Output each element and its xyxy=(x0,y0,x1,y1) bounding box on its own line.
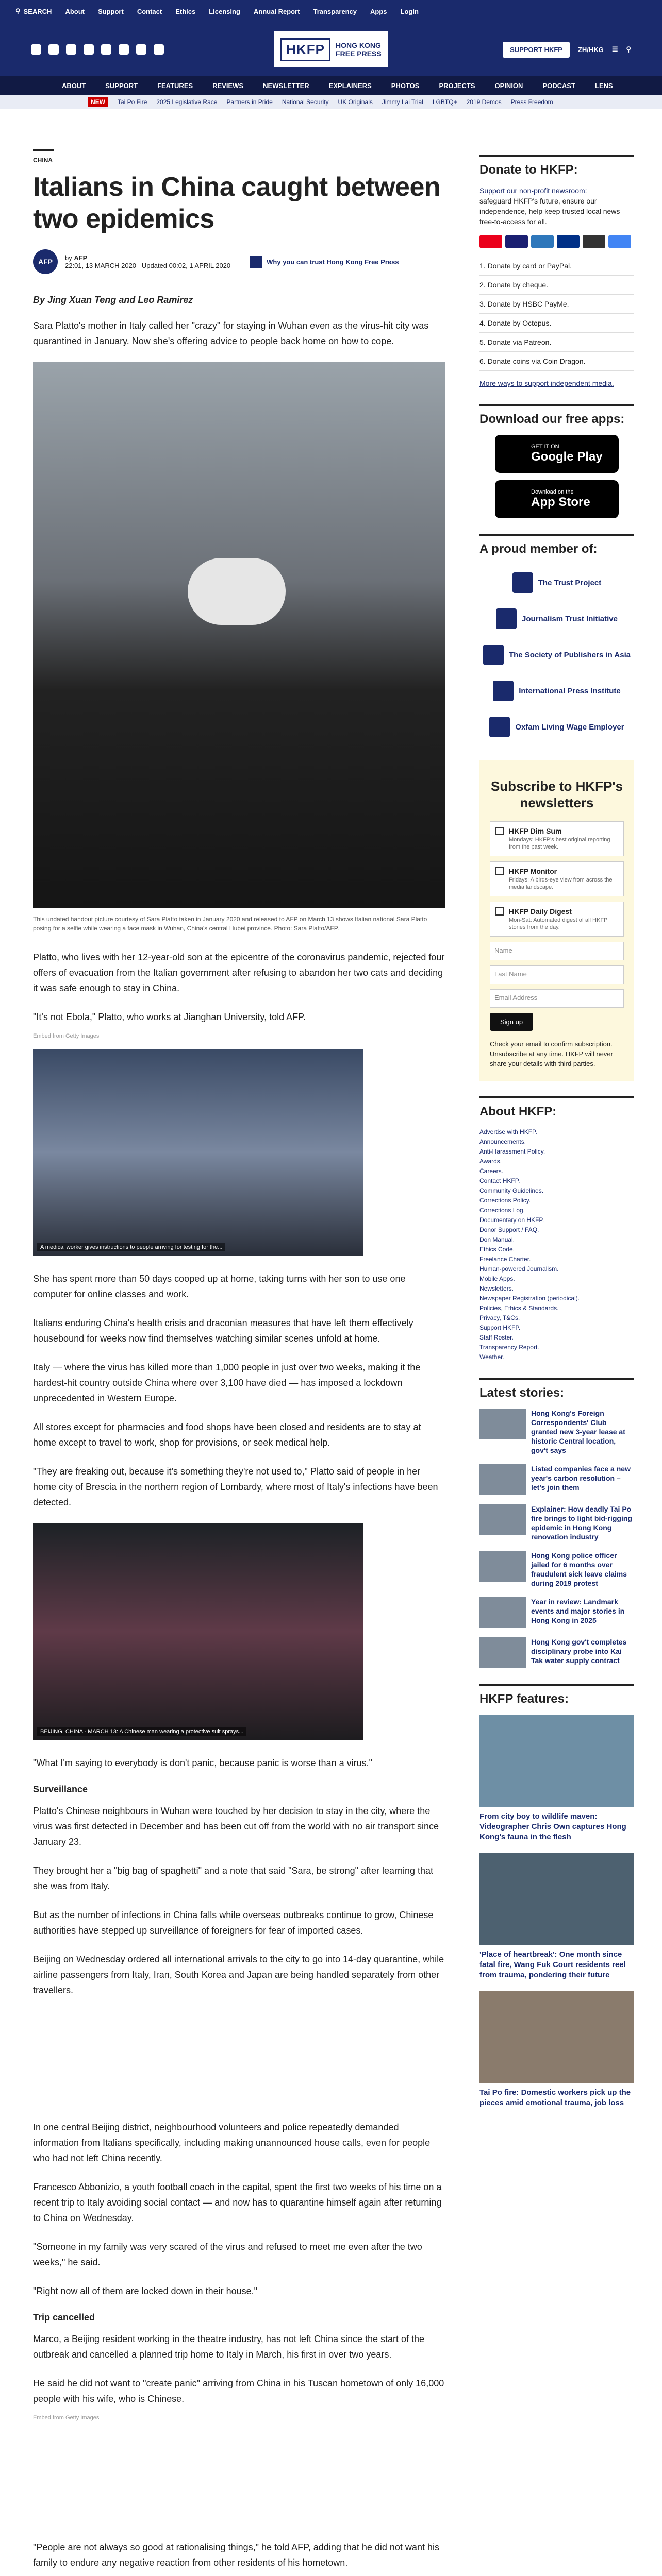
topbar-contact[interactable]: Contact xyxy=(137,7,162,15)
getty-image[interactable]: A medical worker gives instructions to people arriving for testing for the... xyxy=(33,1049,363,1256)
features-box xyxy=(479,1684,634,2108)
paragraph: Sara Platto's mother in Italy called her "crazy" for staying in Wuhan even as the virus-hit city was quarantined in January. Now she's offering advice to people back home on how to cope. xyxy=(33,320,429,346)
trust-icon xyxy=(250,256,262,268)
about-title: About HKFP: xyxy=(479,1105,557,1118)
article-authors: By Jing Xuan Teng and Leo Ramirez xyxy=(33,295,193,305)
trust-project-icon xyxy=(512,572,533,593)
story-thumbnail xyxy=(479,1637,526,1668)
newsletter-note: Check your email to confirm subscription. Unsubscribe at any time. HKFP will never share your details with third parties. xyxy=(490,1040,613,1067)
new-badge: NEW xyxy=(88,97,108,107)
main-nav xyxy=(0,76,662,95)
latest-story[interactable]: Hong Kong gov't completes disciplinary probe into Kai Tak water supply contract xyxy=(479,1637,634,1668)
newsletter-option[interactable]: HKFP Monitor Fridays: A birds-eye view from across the media landscape. xyxy=(490,861,624,896)
donate-option[interactable]: 4. Donate by Octopus. xyxy=(479,314,634,333)
feature-link[interactable]: From city boy to wildlife maven: Videographer Chris Own captures Hong Kong's fauna in the flesh xyxy=(479,1812,626,1841)
latest-story[interactable]: Listed companies face a new year's carbon resolution – let's join them xyxy=(479,1464,634,1495)
instagram-icon[interactable] xyxy=(66,44,76,55)
nav-support[interactable]: SUPPORT xyxy=(105,81,138,90)
feature-image[interactable] xyxy=(479,1715,634,1807)
about-link[interactable]: Freelance Charter. xyxy=(479,1256,531,1263)
paragraph: In one central Beijing district, neighbourhood volunteers and police repeatedly demanded information from Italians specifically, including making unannounced house calls, even for people who had not left China recently. xyxy=(33,2122,431,2163)
member-logo[interactable]: Journalism Trust Initiative xyxy=(479,601,634,637)
paragraph: Beijing on Wednesday ordered all international arrivals to the city to go into 14-day quarantine, while airline passengers from Italy, Iran, South Korea and Japan are being handled separately from other travellers. xyxy=(33,1954,444,1995)
topbar-login[interactable]: Login xyxy=(400,7,419,15)
paragraph: "Someone in my family was very scared of the virus and refused to meet me even after the two weeks," he said. xyxy=(33,2242,422,2267)
sidebar xyxy=(479,155,634,2124)
latest-title: Latest stories: xyxy=(479,1386,565,1400)
article-title: Italians in China caught between two epidemics xyxy=(33,172,441,234)
paragraph: "People are not always so good at rationalising things," he told AFP, adding that he did not want his family to endure any negative reaction from other residents of his hometown. xyxy=(33,2542,439,2568)
about-link[interactable]: Human-powered Journalism. xyxy=(479,1265,559,1273)
ad-space xyxy=(33,2011,445,2120)
paragraph: "They are freaking out, because it's something they're not used to," Platto said of people in her home city of Brescia in the northern region of Lombardy, where most of Italy's infections have been detected. xyxy=(33,1466,438,1507)
about-link[interactable]: Community Guidelines. xyxy=(479,1187,544,1194)
story-thumbnail xyxy=(479,1504,526,1535)
nav-lens[interactable]: LENS xyxy=(595,81,613,90)
youtube-icon[interactable] xyxy=(101,44,111,55)
paragraph: He said he did not want to "create panic" arriving from China in his Tuscan hometown of only 16,000 people with his wife, who is Chinese. xyxy=(33,2378,444,2404)
about-link[interactable]: Policies, Ethics & Standards. xyxy=(479,1304,559,1312)
trending-link[interactable]: National Security xyxy=(282,98,329,106)
sopa-icon xyxy=(483,645,504,665)
face-mask-shape xyxy=(188,558,286,625)
donate-option[interactable]: 5. Donate via Patreon. xyxy=(479,333,634,352)
about-link[interactable]: Don Manual. xyxy=(479,1236,515,1243)
about-link[interactable]: Ethics Code. xyxy=(479,1246,515,1253)
topbar-annual-report[interactable]: Annual Report xyxy=(253,7,300,15)
app-store-button[interactable]: Download on the App Store xyxy=(495,480,619,518)
mastercard-icon xyxy=(479,235,502,248)
paragraph: All stores except for pharmacies and food shops have been closed and residents are to stay at home except to travel to work, shop for provisions, or seek medical help. xyxy=(33,1422,421,1448)
about-link[interactable]: Newspaper Registration (periodical). xyxy=(479,1295,580,1302)
search-icon: ⚲ xyxy=(15,7,21,15)
member-logo[interactable]: The Society of Publishers in Asia xyxy=(479,637,634,673)
nav-photos[interactable]: PHOTOS xyxy=(391,81,420,90)
member-logo[interactable]: International Press Institute xyxy=(479,673,634,709)
latest-story[interactable]: Explainer: How deadly Tai Po fire brings to light bid-rigging epidemic in Hong Kong renovation industry xyxy=(479,1504,634,1541)
name-field[interactable]: Name xyxy=(490,942,624,960)
feature-link[interactable]: 'Place of heartbreak': One month since fatal fire, Wang Fuk Court residents reel from trauma, pondering their future xyxy=(479,1950,626,1979)
threads-icon[interactable] xyxy=(84,44,94,55)
trending-bar xyxy=(0,95,662,109)
paragraph: She has spent more than 50 days cooped up at home, taking turns with her son to use one computer for online classes and work. xyxy=(33,1274,406,1299)
members-box xyxy=(479,534,634,745)
amex-icon xyxy=(531,235,554,248)
trending-link[interactable]: Partners in Pride xyxy=(226,98,273,106)
members-title: A proud member of: xyxy=(479,542,598,556)
topbar-licensing[interactable]: Licensing xyxy=(209,7,240,15)
newsletter-box xyxy=(479,760,634,1081)
donate-text: safeguard HKFP's future, ensure our independence, help keep trusted local news free-to-access for all. xyxy=(479,197,620,226)
about-link[interactable]: Careers. xyxy=(479,1167,504,1175)
nav-projects[interactable]: PROJECTS xyxy=(439,81,475,90)
about-link[interactable]: Staff Roster. xyxy=(479,1334,514,1341)
about-link[interactable]: Corrections Log. xyxy=(479,1207,525,1214)
paypal-icon xyxy=(557,235,580,248)
getty-image[interactable]: BEIJING, CHINA - MARCH 13: A Chinese man wearing a protective suit sprays... xyxy=(33,1523,363,1740)
feature-image[interactable] xyxy=(479,1991,634,2083)
latest-story[interactable]: Hong Kong's Foreign Correspondents' Club granted new 3-year lease at historic Central location, gov't says xyxy=(479,1409,634,1455)
article xyxy=(33,149,445,2576)
sign-up-button[interactable]: Sign up xyxy=(490,1013,533,1031)
features-title: HKFP features: xyxy=(479,1692,569,1706)
trending-link[interactable]: Jimmy Lai Trial xyxy=(382,98,423,106)
about-link[interactable]: Newsletters. xyxy=(479,1285,514,1292)
googlepay-icon xyxy=(608,235,631,248)
about-box xyxy=(479,1096,634,1362)
ipi-icon xyxy=(493,681,514,701)
apps-box xyxy=(479,404,634,518)
about-link[interactable]: Mobile Apps. xyxy=(479,1275,515,1282)
donate-box xyxy=(479,155,634,388)
paragraph: "It's not Ebola," Platto, who works at Jianghan University, told AFP. xyxy=(33,1012,306,1022)
paragraph: But as the number of infections in China falls while overseas outbreaks continue to grow, Chinese authorities have stepped up surveillance of foreigners for fear of imported cases. xyxy=(33,1910,434,1936)
paragraph: Platto's Chinese neighbours in Wuhan were touched by her decision to stay in the city, where the virus was first detected in December and has been cut off from the world with no air transport since January 23. xyxy=(33,1806,439,1847)
updated-date: Updated 00:02, 1 APRIL 2020 xyxy=(141,262,231,269)
nav-newsletter[interactable]: NEWSLETTER xyxy=(263,81,309,90)
latest-story[interactable]: Year in review: Landmark events and major stories in Hong Kong in 2025 xyxy=(479,1597,634,1628)
about-link[interactable]: Anti-Harassment Policy. xyxy=(479,1148,545,1155)
byline: AFP by AFP 22:01, 13 MARCH 2020 Updated 00:02, 1 APRIL 2020 Why you can trust Hong Kong Free Press xyxy=(33,249,445,274)
menu-icon[interactable]: ☰ xyxy=(611,45,618,53)
paragraph: Italy — where the virus has killed more than 1,000 people in just over two weeks, making it the hardest-hit country outside China where over 3,100 have died — has imposed a lockdown unprecedented in Western Europe. xyxy=(33,1362,421,1403)
visa-icon xyxy=(505,235,528,248)
applepay-icon xyxy=(583,235,605,248)
feature-image[interactable] xyxy=(479,1853,634,1945)
donate-option[interactable]: 1. Donate by card or PayPal. xyxy=(479,257,634,276)
topbar-apps[interactable]: Apps xyxy=(370,7,387,15)
embed-label: Embed from Getty Images xyxy=(33,2415,100,2421)
paragraph: They brought her a "big bag of spaghetti" and a note that said "Sara, be strong" after learning that she was from Italy. xyxy=(33,1866,434,1891)
more-ways-link[interactable]: More ways to support independent media. xyxy=(479,379,614,387)
donate-link[interactable]: Support our non-profit newsroom: xyxy=(479,187,587,195)
donate-option[interactable]: 2. Donate by cheque. xyxy=(479,276,634,295)
section-heading: Surveillance xyxy=(33,1784,88,1794)
trending-link[interactable]: Press Freedom xyxy=(510,98,553,106)
trending-link[interactable]: 2019 Demos xyxy=(466,98,502,106)
newsletter-option[interactable]: HKFP Dim Sum Mondays: HKFP's best original reporting from the past week. xyxy=(490,821,624,856)
language-switch[interactable]: ZH/HKG xyxy=(577,45,604,54)
story-thumbnail xyxy=(479,1597,526,1628)
trending-link[interactable]: UK Originals xyxy=(338,98,373,106)
about-link[interactable]: Corrections Policy. xyxy=(479,1197,531,1204)
checkbox[interactable] xyxy=(495,907,504,916)
about-link[interactable]: Announcements. xyxy=(479,1138,526,1145)
search-button[interactable]: ⚲ SEARCH xyxy=(15,7,52,15)
paragraph: Francesco Abbonizio, a youth football coach in the capital, spent the first two weeks of his time on a recent trip to Italy avoiding social contact — and now has to quarantine himself again after returning to China on Wednesday. xyxy=(33,2182,442,2223)
oxfam-icon xyxy=(489,717,510,737)
payment-cards xyxy=(479,235,634,248)
story-thumbnail xyxy=(479,1464,526,1495)
paragraph: Marco, a Beijing resident working in the theatre industry, has not left China since the start of the outbreak and cancelled a planned trip home to Italy in March, his first in over two years. xyxy=(33,2334,425,2360)
nav-about[interactable]: ABOUT xyxy=(62,81,86,90)
embed-label: Embed from Getty Images xyxy=(33,1033,100,1039)
apps-title: Download our free apps: xyxy=(479,412,625,426)
search-icon[interactable]: ⚲ xyxy=(626,45,631,53)
about-link[interactable]: Donor Support / FAQ. xyxy=(479,1226,539,1233)
nav-podcast[interactable]: PODCAST xyxy=(542,81,575,90)
email-field[interactable]: Email Address xyxy=(490,989,624,1008)
topbar-support[interactable]: Support xyxy=(97,7,124,15)
newsletter-title: Subscribe to HKFP's newsletters xyxy=(490,778,623,810)
rss-icon[interactable] xyxy=(154,44,164,55)
about-link[interactable]: Advertise with HKFP. xyxy=(479,1128,537,1136)
latest-story[interactable]: Hong Kong police officer jailed for 6 months over fraudulent sick leave claims during 2019 protest xyxy=(479,1551,634,1588)
header xyxy=(0,23,662,76)
about-link[interactable]: Documentary on HKFP. xyxy=(479,1216,544,1224)
nav-features[interactable]: FEATURES xyxy=(157,81,193,90)
nav-reviews[interactable]: REVIEWS xyxy=(212,81,244,90)
jti-icon xyxy=(496,608,517,629)
image-caption: This undated handout picture courtesy of Sara Platto taken in January 2020 and released to AFP on March 13 shows Italian national Sara Platto posing for a selfie while wearing a face mask in Wuhan, China's central Hubei province. Photo: Sara Platto/AFP. xyxy=(33,916,427,932)
donate-title: Donate to HKFP: xyxy=(479,163,578,177)
social-links xyxy=(31,44,274,55)
author-avatar[interactable]: AFP xyxy=(33,249,58,274)
author-name[interactable]: AFP xyxy=(74,254,88,262)
paragraph: Italians enduring China's health crisis and draconian measures that have left them effectively housebound for weeks now find themselves watching similar scenes unfold at home. xyxy=(33,1318,413,1344)
section-heading: Trip cancelled xyxy=(33,2312,95,2323)
embed-space xyxy=(33,2431,445,2539)
category-label[interactable]: CHINA xyxy=(33,149,54,164)
member-logo[interactable]: The Trust Project xyxy=(479,565,634,601)
top-bar xyxy=(0,0,662,23)
site-logo[interactable]: HKFP HONG KONG FREE PRESS xyxy=(274,31,388,67)
trust-link[interactable]: Why you can trust Hong Kong Free Press xyxy=(250,256,399,268)
about-link[interactable]: Awards. xyxy=(479,1158,502,1165)
topbar-about[interactable]: About xyxy=(65,7,85,15)
support-hkfp-button[interactable]: SUPPORT HKFP xyxy=(503,42,570,58)
trending-link[interactable]: Tai Po Fire xyxy=(118,98,147,106)
paragraph: Platto, who lives with her 12-year-old son at the epicentre of the coronavirus pandemic, rejected four offers of evacuation from the Italian government after refusing to abandon her two cats and deciding it was safe enough to stay in China. xyxy=(33,952,445,993)
paragraph: "What I'm saying to everybody is don't panic, because panic is worse than a virus." xyxy=(33,1758,372,1768)
topbar-ethics[interactable]: Ethics xyxy=(175,7,196,15)
trending-link[interactable]: 2025 Legislative Race xyxy=(156,98,218,106)
member-logo[interactable]: Oxfam Living Wage Employer xyxy=(479,709,634,745)
publish-date: 22:01, 13 MARCH 2020 xyxy=(65,262,137,269)
donate-option[interactable]: 3. Donate by HSBC PayMe. xyxy=(479,295,634,314)
story-thumbnail xyxy=(479,1551,526,1582)
email-icon[interactable] xyxy=(136,44,146,55)
about-link[interactable]: Transparency Report. xyxy=(479,1344,539,1351)
newsletter-option[interactable]: HKFP Daily Digest Mon-Sat: Automated digest of all HKFP stories from the day. xyxy=(490,902,624,937)
telegram-icon[interactable] xyxy=(119,44,129,55)
x-icon[interactable] xyxy=(48,44,59,55)
story-thumbnail xyxy=(479,1409,526,1439)
last-name-field[interactable]: Last Name xyxy=(490,965,624,984)
paragraph: "Right now all of them are locked down in their house." xyxy=(33,2286,258,2296)
about-link[interactable]: Weather. xyxy=(479,1353,504,1361)
checkbox[interactable] xyxy=(495,827,504,835)
about-link[interactable]: Contact HKFP. xyxy=(479,1177,520,1184)
nav-opinion[interactable]: OPINION xyxy=(494,81,523,90)
donate-option[interactable]: 6. Donate coins via Coin Dragon. xyxy=(479,352,634,371)
feature-link[interactable]: Tai Po fire: Domestic workers pick up the pieces amid emotional trauma, job loss xyxy=(479,2088,631,2107)
about-link[interactable]: Support HKFP. xyxy=(479,1324,521,1331)
topbar-transparency[interactable]: Transparency xyxy=(313,7,357,15)
hero-image xyxy=(33,362,445,908)
trending-link[interactable]: LGBTQ+ xyxy=(432,98,457,106)
latest-box xyxy=(479,1378,634,1668)
about-link[interactable]: Privacy, T&Cs. xyxy=(479,1314,520,1321)
checkbox[interactable] xyxy=(495,867,504,875)
google-play-button[interactable]: GET IT ON Google Play xyxy=(495,435,619,473)
nav-explainers[interactable]: EXPLAINERS xyxy=(328,81,372,90)
facebook-icon[interactable] xyxy=(31,44,41,55)
